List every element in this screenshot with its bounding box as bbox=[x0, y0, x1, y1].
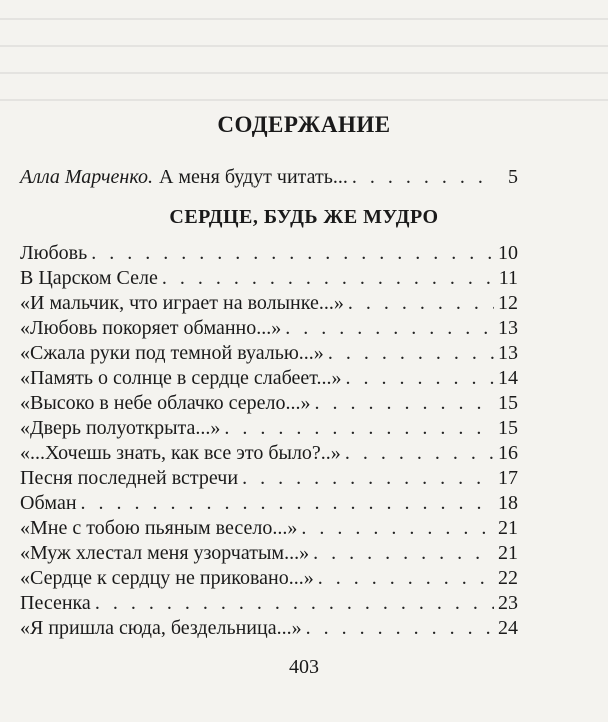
toc-row bbox=[20, 467, 518, 490]
toc-page: 12 bbox=[498, 292, 518, 314]
toc-title: Песенка bbox=[20, 592, 91, 614]
dot-leader bbox=[352, 166, 496, 189]
toc-title: «Я пришла сюда, бездельница...» bbox=[20, 617, 302, 639]
toc-page: 21 bbox=[498, 517, 518, 539]
toc-page: 14 bbox=[498, 367, 518, 389]
dot-leader bbox=[345, 367, 494, 390]
toc-row bbox=[20, 517, 518, 540]
intro-page: 5 bbox=[508, 166, 518, 188]
section-title: СЕРДЦЕ, БУДЬ ЖЕ МУДРО bbox=[169, 206, 439, 228]
toc-row bbox=[20, 442, 518, 465]
toc-title: «Дверь полуоткрыта...» bbox=[20, 417, 221, 439]
toc-title: Обман bbox=[20, 492, 77, 514]
dot-leader bbox=[306, 617, 494, 640]
toc-page: 11 bbox=[498, 267, 518, 289]
toc-title: «Любовь покоряет обманно...» bbox=[20, 317, 282, 339]
toc-title: Любовь bbox=[20, 242, 88, 264]
dot-leader bbox=[285, 317, 494, 340]
toc-title: В Царском Селе bbox=[20, 267, 158, 289]
toc-page: 16 bbox=[498, 442, 518, 464]
toc-page: 13 bbox=[498, 317, 518, 339]
dot-leader bbox=[81, 492, 494, 515]
toc-row bbox=[20, 367, 518, 390]
toc-title: «Память о солнце в сердце слабеет...» bbox=[20, 367, 342, 389]
dot-leader bbox=[315, 392, 494, 415]
toc-page: 24 bbox=[498, 617, 518, 639]
dot-leader bbox=[328, 342, 494, 365]
toc-row bbox=[20, 417, 518, 440]
toc-row bbox=[20, 242, 518, 265]
toc-row bbox=[20, 392, 518, 415]
toc-page: 18 bbox=[498, 492, 518, 514]
dot-leader bbox=[318, 567, 494, 590]
toc-intro-row bbox=[20, 166, 518, 189]
bleed-through-texture bbox=[0, 0, 608, 110]
toc-page: 22 bbox=[498, 567, 518, 589]
toc-title: «Мне с тобою пьяным весело...» bbox=[20, 517, 298, 539]
dot-leader bbox=[348, 292, 494, 315]
toc-title: «...Хочешь знать, как все это было?..» bbox=[20, 442, 341, 464]
toc-page: 10 bbox=[498, 242, 518, 264]
toc-row bbox=[20, 342, 518, 365]
dot-leader bbox=[345, 442, 494, 465]
toc-title: «Муж хлестал меня узорчатым...» bbox=[20, 542, 310, 564]
toc-page: 13 bbox=[498, 342, 518, 364]
toc-row bbox=[20, 292, 518, 315]
dot-leader bbox=[242, 467, 494, 490]
toc-title: «Сердце к сердцу не приковано...» bbox=[20, 567, 314, 589]
dot-leader bbox=[224, 417, 494, 440]
dot-leader bbox=[95, 592, 494, 615]
toc-row bbox=[20, 492, 518, 515]
dot-leader bbox=[313, 542, 494, 565]
toc-page: 15 bbox=[498, 417, 518, 439]
contents-heading: СОДЕРЖАНИЕ bbox=[217, 112, 391, 137]
toc-row bbox=[20, 542, 518, 565]
toc-page: 23 bbox=[498, 592, 518, 614]
page-number: 403 bbox=[289, 656, 319, 678]
dot-leader bbox=[162, 267, 495, 290]
toc-page: 15 bbox=[498, 392, 518, 414]
toc-row bbox=[20, 317, 518, 340]
toc-row bbox=[20, 592, 518, 615]
toc-title: «Сжала руки под темной вуалью...» bbox=[20, 342, 324, 364]
intro-title: А меня будут читать... bbox=[158, 166, 348, 188]
toc-row bbox=[20, 617, 518, 640]
toc-row bbox=[20, 267, 518, 290]
toc-page: 17 bbox=[498, 467, 518, 489]
toc-page: 21 bbox=[498, 542, 518, 564]
toc-title: «И мальчик, что играет на волынке...» bbox=[20, 292, 344, 314]
intro-author: Алла Марченко. bbox=[20, 166, 153, 188]
toc-row bbox=[20, 567, 518, 590]
toc-title: Песня последней встречи bbox=[20, 467, 239, 489]
dot-leader bbox=[301, 517, 494, 540]
dot-leader bbox=[91, 242, 494, 265]
toc-title: «Высоко в небе облачко серело...» bbox=[20, 392, 311, 414]
